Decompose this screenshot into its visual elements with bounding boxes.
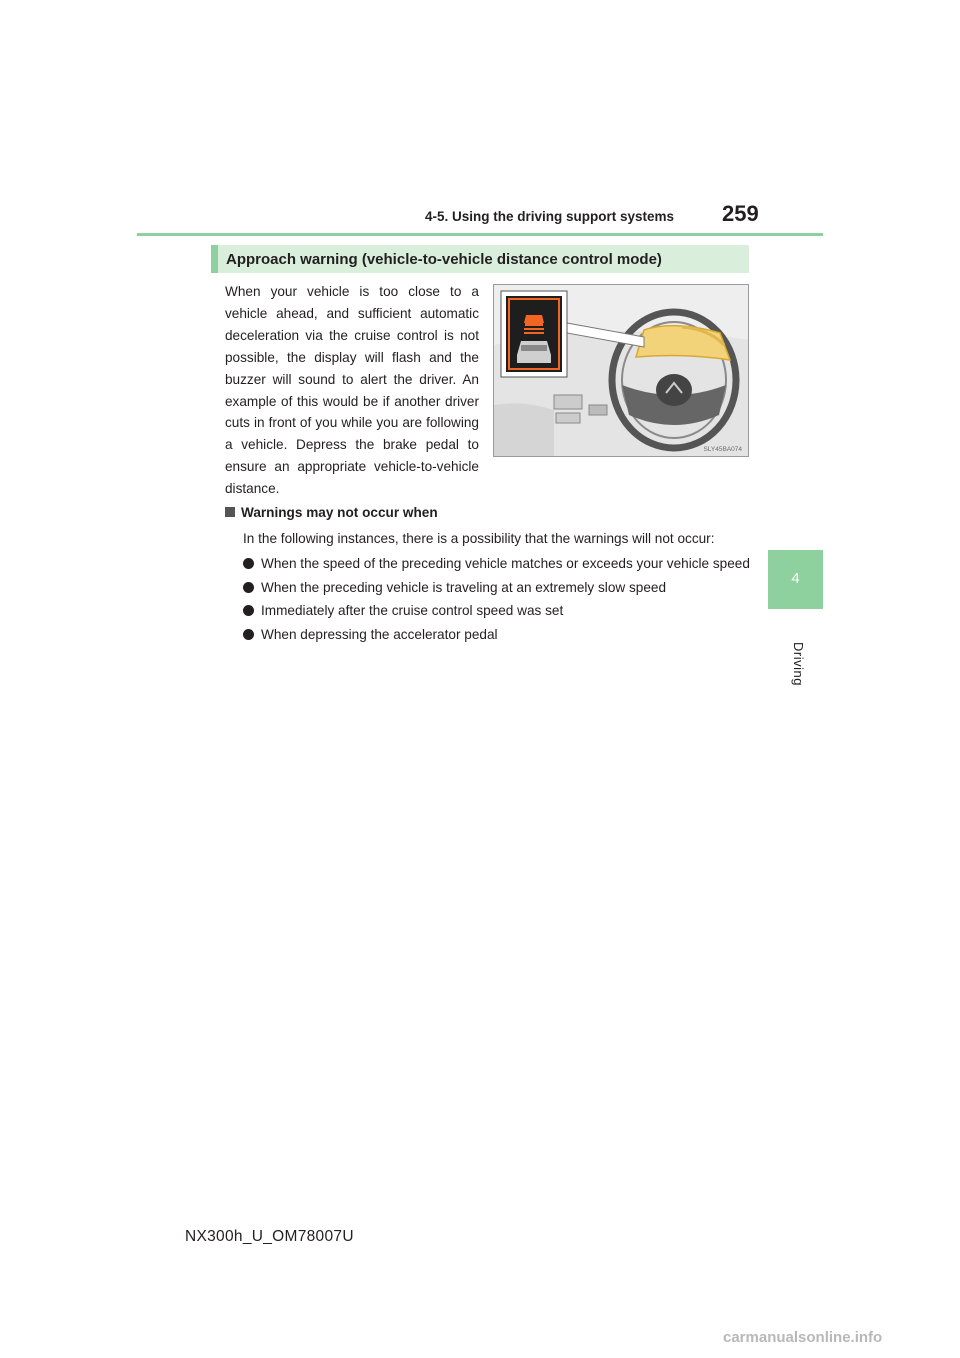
list-item xyxy=(243,600,751,622)
bullet-icon xyxy=(243,558,254,569)
square-bullet-icon xyxy=(225,507,235,517)
bullet-icon xyxy=(243,582,254,593)
list-item-text: Immediately after the cruise control speed was set xyxy=(261,603,564,618)
manual-code: NX300h_U_OM78007U xyxy=(185,1228,354,1245)
section-heading-text: Approach warning (vehicle-to-vehicle distance control mode) xyxy=(226,251,662,268)
bullet-icon xyxy=(243,629,254,640)
chapter-label: Driving xyxy=(791,642,806,686)
figure-code: SLY45BA074 xyxy=(703,446,742,453)
intro-paragraph: When your vehicle is too close to a vehicle ahead, and sufficient automatic deceleration via the cruise control is not possible, the display will flash and the buzzer will sound to alert the driver. An example of this would be if another driver cuts in front of you while you are following a vehicle. Depress the brake pedal to ensure an appropriate vehicle-to-vehicle distance. xyxy=(225,284,479,497)
page-number: 259 xyxy=(722,201,759,226)
subsection-heading-text: Warnings may not occur when xyxy=(241,505,438,520)
dashboard-drawing xyxy=(494,285,749,457)
list-item xyxy=(243,624,751,646)
list-item-text: When the speed of the preceding vehicle matches or exceeds your vehicle speed xyxy=(261,556,750,571)
subsection-paragraph: In the following instances, there is a possibility that the warnings will not occur: xyxy=(243,531,715,546)
chapter-number: 4 xyxy=(791,570,800,587)
dashboard-illustration xyxy=(493,284,749,457)
header-divider xyxy=(137,233,823,236)
header-section-title: 4-5. Using the driving support systems xyxy=(425,209,675,224)
chapter-tab xyxy=(768,550,823,609)
bullet-icon xyxy=(243,605,254,616)
watermark[interactable]: carmanualsonline.info xyxy=(723,1329,883,1346)
subsection-heading xyxy=(225,505,438,520)
section-heading xyxy=(211,245,749,273)
list-item xyxy=(243,553,751,575)
list-item-text: When depressing the accelerator pedal xyxy=(261,626,498,642)
list-item-text: When the preceding vehicle is traveling at an extremely slow speed xyxy=(261,579,667,595)
warning-conditions-list xyxy=(243,553,751,647)
list-item xyxy=(243,577,751,599)
